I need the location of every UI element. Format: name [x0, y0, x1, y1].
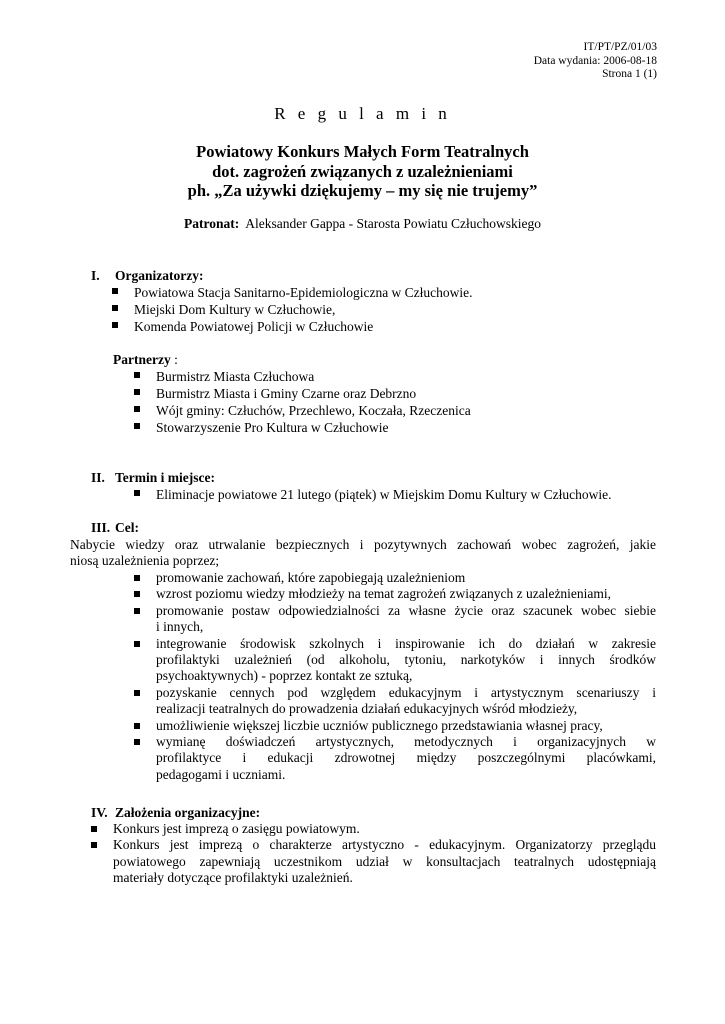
- document-page: IT/PT/PZ/01/03 Data wydania: 2006-08-18 Strona 1 (1) R e g u l a m i n Powiatowy Konkurs Małych Form Teatralnych dot. zagrożeń związanych z uzależnieniami ph. „Za używki dziękujemy – my się nie trujemy” Patronat: Aleksander Gappa - Starosta Powiatu Człuchowskiego I. Organizatorzy: Powiatowa Stacja Sanitarno-Epidemiologiczna w Człuchowie. Miejski Dom Kultury w Człuchowie, Komenda Powiatowej Policji w Człuchowie Partnerzy : Burmistrz Miasta Człuchowa Burmistrz Miasta i Gminy Czarne oraz Debrzno Wójt gminy: Człuchów, Przechlewo, Koczała, Rzeczenica Stowarzyszenie Pro Kultura w Człuchowie II. Termin i miejsce: Eliminacje powiatowe 21 lutego (piątek) w Miejskim Domu Kultury w Człuchowie. III. Cel: Nabycie wiedzy oraz utrwalanie bezpiecznych i pozytywnych zachowań wobec zagrożeń, jakie niosą uzależnienia poprzez; promowanie zachowań, które zapobiegają uzależnieniom wzrost poziomu wiedzy młodzieży na temat zagrożeń związanych z uzależnieniami, promowanie postaw odpowiedzialności za własne życie oraz szacunek wobec siebie i innych, integrowanie środowisk szkolnych i inspirowanie ich do działań w zakresie profilaktyki uzależnień (od alkoholu, tytoniu, narkotyków i innych środków psychoaktywnych) - poprzez kontakt ze sztuką, pozyskanie cennych pod względem edukacyjnym i artystycznym scenariuszy i realizacji teatralnych do prowadzenia działań edukacyjnych wśród młodzieży, umożliwienie większej liczbie uczniów publicznego przedstawiania własnej pracy, wymianę doświadczeń artystycznych, metodycznych i organizacyjnych w profilaktyce i edukacji zdrowotnej między poszczególnymi placówkami, pedagogami i uczniami. IV. Założenia organizacyjne: Konkurs jest imprezą o zasięgu powiatowym. Konkurs jest imprezą o charakterze artystyczno - edukacyjnym. Organizatorzy przeglądu powiatowego zapewniają uczestnikom udział w konsultacjach teatralnych udostępniają materiały dotyczące profilaktyki uzależnień.: [0, 0, 725, 1024]
- list-item-line: integrowanie środowisk szkolnych i inspirowanie ich do działań w zakresie: [156, 635, 656, 651]
- subtitle-line-1: Powiatowy Konkurs Małych Form Teatralnych: [196, 142, 529, 161]
- list-item-line: promowanie zachowań, które zapobiegają uzależnieniom: [156, 570, 466, 585]
- section-number: II.: [91, 470, 105, 485]
- bullet-icon: [134, 586, 140, 602]
- list-item-line: i innych,: [156, 619, 204, 635]
- document-subtitle: [0, 142, 725, 201]
- partners-label: Partnerzy: [113, 352, 171, 367]
- section-term-heading: [91, 470, 215, 486]
- bullet-icon: [134, 385, 140, 402]
- list-item-line: psychoaktywnych) - poprzez kontakt ze sztuką,: [156, 668, 413, 684]
- section-title: Organizatorzy:: [115, 268, 204, 283]
- page-number: Strona 1 (1): [602, 68, 657, 80]
- section-goal-heading: [91, 520, 139, 536]
- issue-date: Data wydania: 2006-08-18: [533, 54, 657, 67]
- list-item-line: wzrost poziomu wiedzy młodzieży na temat zagrożeń związanych z uzależnieniami,: [156, 586, 612, 602]
- document-title: R e g u l a m i n: [274, 104, 451, 123]
- list-item-line: pedagogami i uczniami.: [156, 766, 286, 782]
- section-title: Cel:: [115, 520, 139, 535]
- partners-heading: [113, 352, 178, 368]
- bullet-icon: [112, 284, 118, 301]
- list-item-line: pozyskanie cennych pod względem edukacyjnym i artystycznym scenariuszy i: [156, 684, 656, 700]
- patron-value: Aleksander Gappa - Starosta Powiatu Człuchowskiego: [245, 216, 542, 231]
- list-item-line: promowanie postaw odpowiedzialności za własne życie oraz szacunek wobec siebie: [156, 602, 656, 618]
- list-item-line: umożliwienie większej liczbie uczniów publicznego przedstawiania własnej pracy,: [156, 717, 603, 733]
- bullet-icon: [134, 636, 140, 652]
- bullet-icon: [134, 685, 140, 701]
- bullet-icon: [134, 570, 140, 586]
- section-org-assumptions-heading: [91, 805, 260, 821]
- patron-label: Patronat:: [183, 216, 240, 231]
- bullet-icon: [112, 318, 118, 335]
- doc-code: IT/PT/PZ/01/03: [583, 41, 657, 53]
- bullet-icon: [134, 718, 140, 734]
- goal-intro-line-1: Nabycie wiedzy oraz utrwalanie bezpiecznych i pozytywnych zachowań wobec zagrożeń, jakie: [70, 537, 656, 552]
- bullet-icon: [134, 419, 140, 436]
- list-item-line: realizacji teatralnych do prowadzenia działań edukacyjnych wśród młodzieży,: [156, 701, 578, 717]
- list-item-line: materiały dotyczące profilaktyki uzależnień.: [113, 870, 353, 886]
- subtitle-line-2: dot. zagrożeń związanych z uzależnieniami: [212, 161, 513, 181]
- list-item-line: wymianę doświadczeń artystycznych, metodycznych i organizacyjnych w: [156, 734, 656, 749]
- bullet-icon: [134, 486, 140, 503]
- section-number: IV.: [91, 805, 108, 820]
- patron-line: [0, 216, 725, 232]
- bullet-icon: [112, 301, 118, 318]
- section-title: Założenia organizacyjne:: [115, 805, 261, 820]
- document-header: [534, 41, 657, 82]
- section-number: III.: [91, 520, 111, 535]
- section-title: Termin i miejsce:: [115, 470, 215, 485]
- bullet-icon: [134, 402, 140, 419]
- section-organizers-heading: [91, 268, 203, 284]
- list-item-line: profilaktyce i edukacji zdrowotnej między poszczególnymi placówkami,: [156, 750, 656, 766]
- bullet-icon: [134, 734, 140, 750]
- goal-intro-line-2: niosą uzależnienia poprzez;: [70, 553, 220, 568]
- bullet-icon: [134, 603, 140, 619]
- partners-colon: :: [170, 352, 178, 367]
- list-item-line: Konkurs jest imprezą o charakterze artystyczno - edukacyjnym. Organizatorzy przeglądu: [113, 837, 656, 853]
- section-number: I.: [91, 268, 100, 283]
- list-item-line: profilaktyki uzależnień (od alkoholu, tytoniu, narkotyków i innych środków: [156, 651, 656, 667]
- list-item-line: Konkurs jest imprezą o zasięgu powiatowym.: [113, 821, 360, 836]
- subtitle-line-3: ph. „Za używki dziękujemy – my się nie trujemy”: [187, 181, 538, 200]
- bullet-icon: [134, 368, 140, 385]
- bullet-icon: [91, 821, 97, 837]
- list-item-line: powiatowego zapewniają uczestnikom udział w konsultacjach teatralnych udostępniają: [113, 853, 656, 869]
- bullet-icon: [91, 837, 97, 853]
